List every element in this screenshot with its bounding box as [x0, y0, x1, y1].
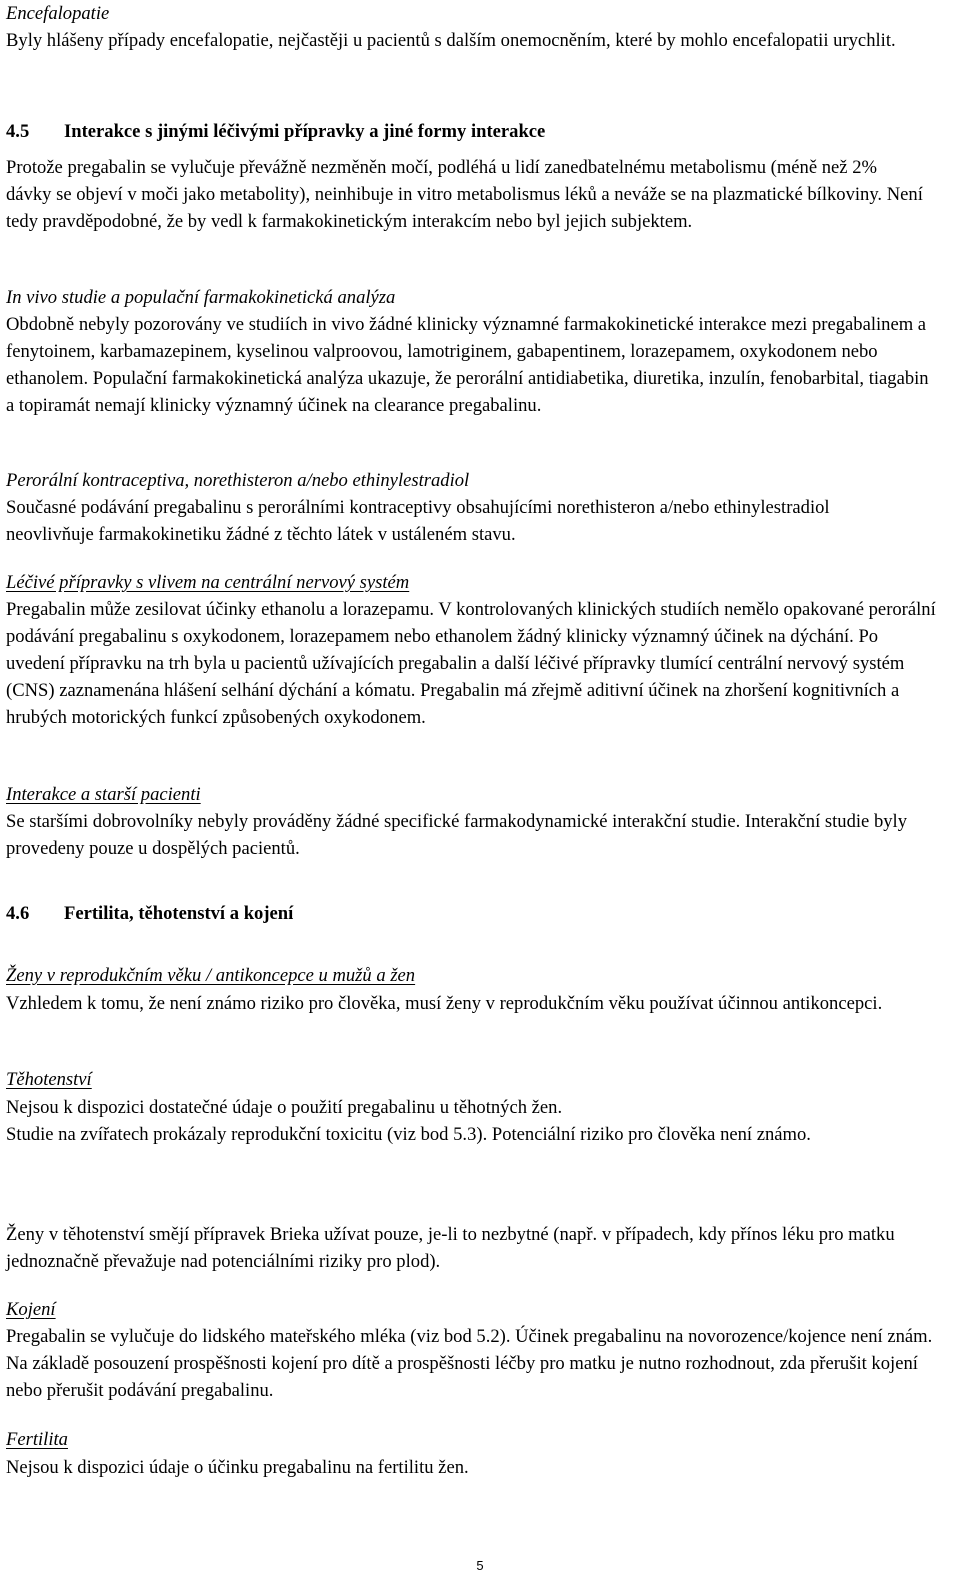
breastfeeding-heading: Kojení: [6, 1299, 56, 1320]
breastfeeding-text: Pregabalin se vylučuje do lidského mateřského mléka (viz bod 5.2). Účinek pregabalinu na novorozence/kojence není znám. Na základě posouzení prospěšnosti kojení pro dítě a prospěšnosti léčby pro matku je nutno rozhodnout, zda přerušit kojení nebo přerušit podávání pregabalinu.: [6, 1326, 933, 1401]
pregnancy-text-1: Nejsou k dispozici dostatečné údaje o použití pregabalinu u těhotných žen.: [6, 1097, 563, 1118]
pregnancy-heading: Těhotenství: [6, 1069, 92, 1090]
cns-heading: Léčivé přípravky s vlivem na centrální nervový systém: [6, 572, 410, 593]
section-title-text: Interakce s jinými léčivými přípravky a jiné formy interakce: [64, 121, 546, 142]
encephalopathy-text: Byly hlášeny případy encefalopatie, nejčastěji u pacientů s dalším onemocněním, které by mohlo encefalopatii urychlit.: [6, 30, 896, 51]
elderly-heading: Interakce a starší pacienti: [6, 784, 201, 805]
pregnancy-text-3: Ženy v těhotenství smějí přípravek Brieka užívat pouze, je-li to nezbytné (např. v případech, kdy přínos léku pro matku jednoznačně převažuje nad potenciálními riziky pro plod).: [6, 1224, 895, 1272]
oral-contraceptives-text: Současné podávání pregabalinu s perorálními kontraceptivy obsahujícími norethisteron a/nebo ethinylestradiol neovlivňuje farmakokinetiku žádné z těchto látek v ustáleném stavu.: [6, 497, 830, 545]
section-title-text: Fertilita, těhotenství a kojení: [64, 903, 294, 924]
section-4-6-title: [6, 900, 293, 927]
pregnancy-text-2: Studie na zvířatech prokázaly reprodukční toxicitu (viz bod 5.3). Potenciální riziko pro člověka není známo.: [6, 1124, 811, 1145]
fertility-heading: Fertilita: [6, 1429, 68, 1450]
oral-contraceptives-heading: Perorální kontraceptiva, norethisteron a/nebo ethinylestradiol: [6, 470, 470, 491]
women-text: Vzhledem k tomu, že není známo riziko pro člověka, musí ženy v reprodukčním věku používat účinnou antikoncepci.: [6, 993, 883, 1014]
elderly-text: Se staršími dobrovolníky nebyly prováděny žádné specifické farmakodynamické interakční studie. Interakční studie byly provedeny pouze u dospělých pacientů.: [6, 811, 908, 859]
in-vivo-text: Obdobně nebyly pozorovány ve studiích in vivo žádné klinicky významné farmakokinetické interakce mezi pregabalinem a fenytoinem, karbamazepinem, kyselinou valproovou, lamotriginem, gabapentinem, lorazepamem, oxykodonem nebo ethanolem. Populační farmakokinetická analýza ukazuje, že perorální antidiabetika, diuretika, inzulín, fenobarbital, tiagabin a topiramát nemají klinicky významný účinek na clearance pregabalinu.: [6, 314, 929, 416]
page-number: 5: [476, 1558, 484, 1573]
section-number: 4.6: [6, 903, 30, 924]
in-vivo-heading: In vivo studie a populační farmakokinetická analýza: [6, 287, 396, 308]
encephalopathy-heading: Encefalopatie: [6, 3, 110, 24]
women-heading: Ženy v reprodukčním věku / antikoncepce u mužů a žen: [6, 965, 416, 986]
cns-text: Pregabalin může zesilovat účinky ethanolu a lorazepamu. V kontrolovaných klinických studiích nemělo opakované perorální podávání pregabalinu s oxykodonem, lorazepamem nebo ethanolem žádný klinicky významný účinek na dýchání. Po uvedení přípravku na trh byla u pacientů užívajících pregabalin a další léčivé přípravky tlumící centrální nervový systém (CNS) zaznamenána hlášení selhání dýchání a kómatu. Pregabalin má zřejmě aditivní účinek na zhoršení kognitivních a hrubých motorických funkcí způsobených oxykodonem.: [6, 599, 936, 728]
section-number: 4.5: [6, 121, 30, 142]
fertility-text: Nejsou k dispozici údaje o účinku pregabalinu na fertilitu žen.: [6, 1457, 469, 1478]
section-4-5-intro: Protože pregabalin se vylučuje převážně nezměněn močí, podléhá u lidí zanedbatelnému metabolismu (méně než 2% dávky se objeví v moči jako metabolity), neinhibuje in vitro metabolismus léků a neváže se na plazmatické bílkoviny. Není tedy pravděpodobné, že by vedl k farmakokinetickým interakcím nebo byl jejich subjektem.: [6, 157, 923, 232]
section-4-5-title: [6, 118, 545, 145]
